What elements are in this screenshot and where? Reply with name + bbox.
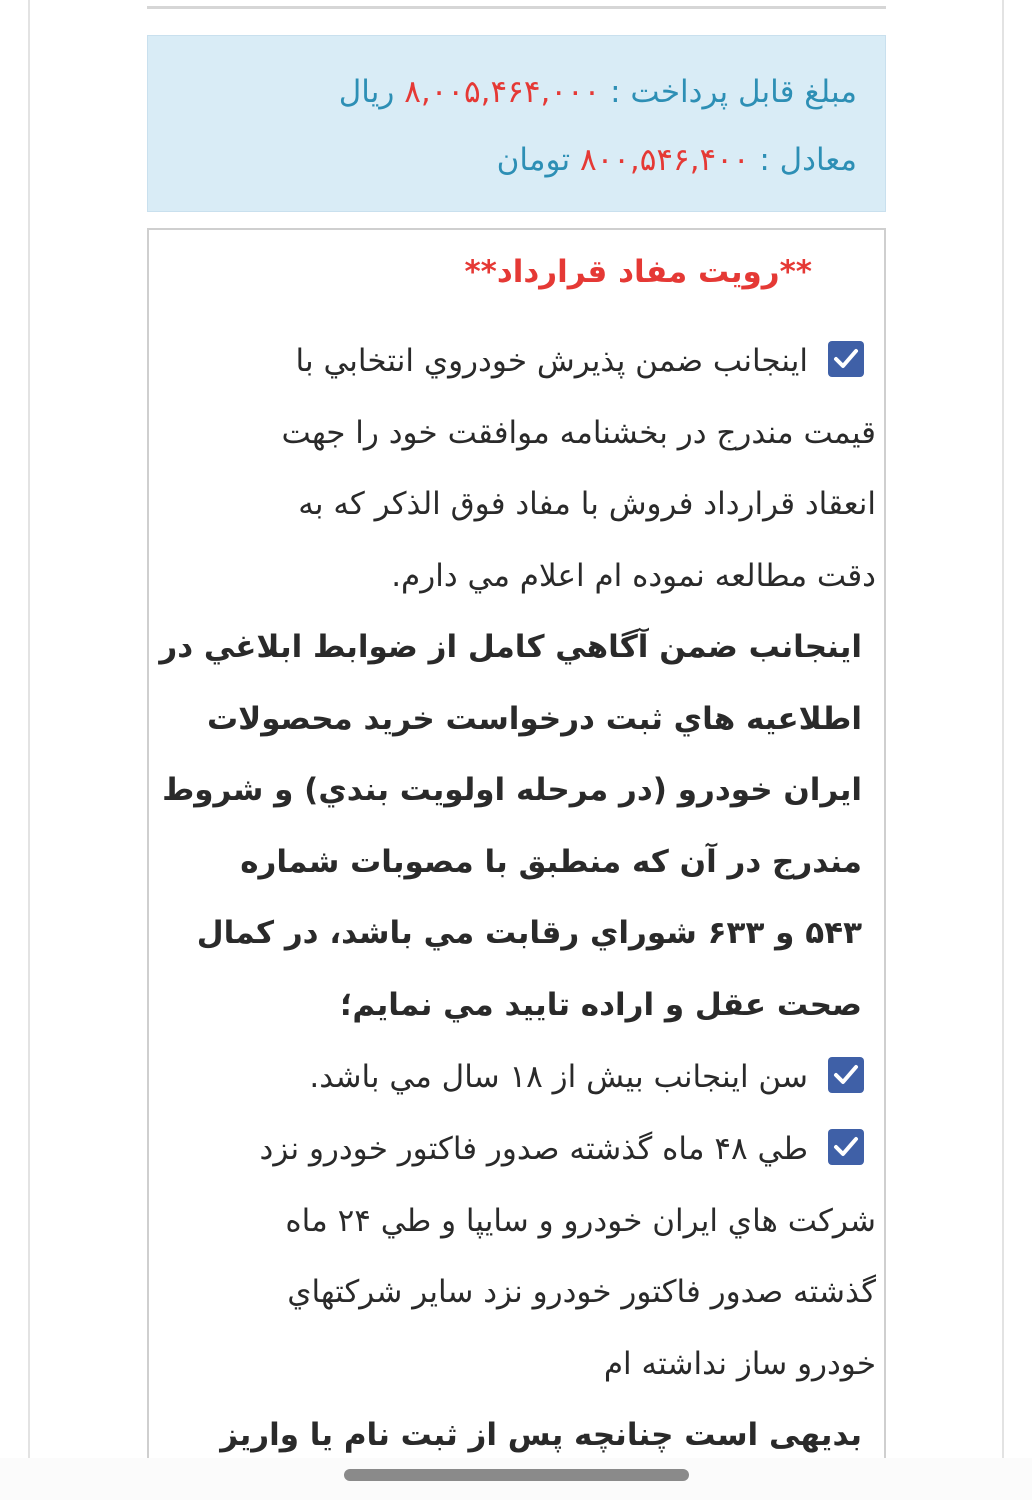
acceptance-checkbox[interactable] — [828, 341, 864, 377]
acceptance-line-1: اينجانب ضمن پذيرش خودروي انتخابي با — [295, 343, 808, 379]
closing-line-1: بديهی است چنانچه پس از ثبت نام يا واريز — [220, 1417, 862, 1453]
contract-terms-title: **رویت مفاد قرارداد** — [464, 254, 812, 290]
equivalent-amount-label: معادل : — [749, 142, 857, 178]
statement-line-2: اطلاعيه هاي ثبت درخواست خريد محصولات — [207, 700, 862, 737]
equivalent-amount-value: ۸۰۰,۵۴۶,۴۰۰ — [579, 142, 750, 178]
contract-terms-panel — [147, 228, 886, 1468]
equivalent-amount-line — [176, 126, 857, 194]
terms-statement — [159, 612, 862, 1041]
terms-item-line — [176, 326, 876, 398]
terms-item-acceptance — [176, 326, 876, 612]
terms-item-line — [176, 1114, 876, 1186]
age-line-1: سن اينجانب بيش از ۱۸ سال مي باشد. — [309, 1059, 808, 1095]
payable-amount-line — [176, 58, 857, 126]
acceptance-line-2: قيمت مندرج در بخشنامه موافقت خود را جهت — [281, 414, 876, 451]
home-indicator[interactable] — [344, 1469, 689, 1481]
statement-line-1: اينجانب ضمن آگاهي کامل از ضوابط ابلاغي در — [159, 629, 862, 665]
invoice-history-line-1: طي ۴۸ ماه گذشته صدور فاکتور خودرو نزد — [259, 1131, 808, 1167]
invoice-history-checkbox[interactable] — [828, 1129, 864, 1165]
statement-line-4: مندرج در آن که منطبق با مصوبات شماره — [240, 843, 862, 880]
statement-line-6: صحت عقل و اراده تاييد مي نمايم؛ — [339, 986, 862, 1023]
checkmark-icon — [833, 1135, 859, 1159]
statement-line-3: ايران خودرو (در مرحله اولويت بندي) و شروط — [162, 772, 862, 808]
payment-summary — [147, 35, 886, 212]
equivalent-amount-unit: تومان — [496, 142, 580, 178]
terms-item-line — [176, 1042, 876, 1114]
payable-amount-label: مبلغ قابل پرداخت : — [600, 74, 857, 110]
invoice-history-line-3: گذشته صدور فاکتور خودرو نزد ساير شرکتهاي — [287, 1274, 876, 1310]
age-checkbox[interactable] — [828, 1057, 864, 1093]
terms-item-invoice-history — [176, 1114, 876, 1400]
acceptance-line-3: انعقاد قرارداد فروش با مفاد فوق الذکر که به — [298, 486, 876, 522]
terms-item-age — [176, 1042, 876, 1114]
payable-amount-unit: ریال — [338, 74, 405, 110]
checkmark-icon — [833, 347, 859, 371]
statement-line-5: ۵۴۳ و ۶۳۳ شوراي رقابت مي باشد، در کمال — [196, 915, 862, 951]
invoice-history-line-2: شرکت هاي ايران خودرو و سايپا و طي ۲۴ ماه — [285, 1202, 876, 1239]
invoice-history-line-4: خودرو ساز نداشته ام — [603, 1345, 876, 1382]
checkmark-icon — [833, 1063, 859, 1087]
previous-section-edge — [147, 0, 886, 9]
acceptance-line-4: دقت مطالعه نموده ام اعلام مي دارم. — [391, 557, 876, 594]
payable-amount-value: ۸,۰۰۵,۴۶۴,۰۰۰ — [404, 74, 601, 110]
